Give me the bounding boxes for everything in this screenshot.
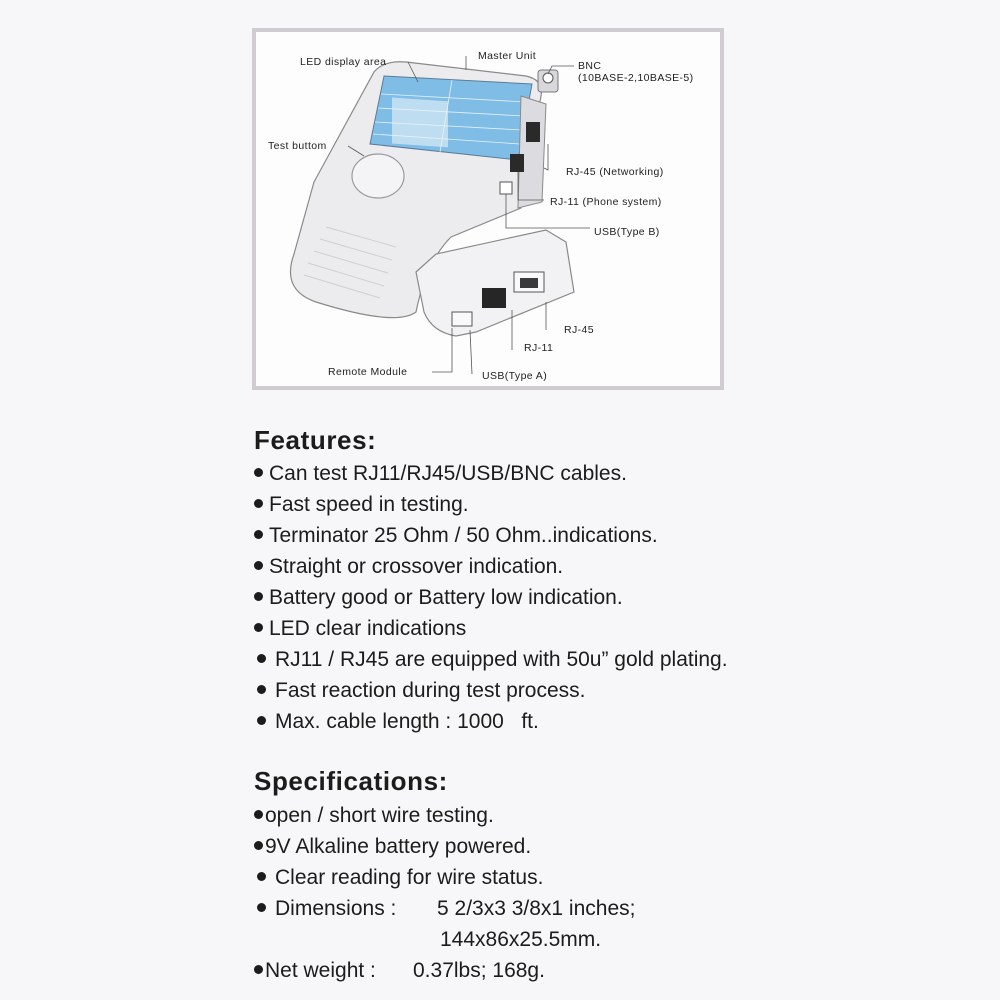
bullet-icon bbox=[254, 530, 263, 539]
bullet-icon bbox=[254, 841, 263, 850]
features-heading: Features: bbox=[254, 425, 377, 455]
bullet-icon bbox=[254, 499, 263, 508]
specifications-list bbox=[254, 800, 635, 986]
bullet-icon bbox=[257, 903, 266, 912]
spec-item: 9V Alkaline battery powered. bbox=[254, 831, 635, 862]
specifications-heading: Specifications: bbox=[254, 766, 448, 796]
feature-item: Straight or crossover indication. bbox=[254, 551, 728, 582]
bullet-icon bbox=[257, 685, 266, 694]
test-button-icon bbox=[352, 154, 404, 198]
spec-item-dimensions bbox=[254, 893, 635, 924]
callout-usb-type-b: USB(Type B) bbox=[594, 226, 660, 238]
callout-rj45-networking: RJ-45 (Networking) bbox=[566, 166, 664, 178]
feature-item: Battery good or Battery low indication. bbox=[254, 582, 728, 613]
feature-item: Terminator 25 Ohm / 50 Ohm..indications. bbox=[254, 520, 728, 551]
callout-bnc: BNC bbox=[578, 60, 602, 72]
callout-remote-module: Remote Module bbox=[328, 366, 408, 378]
spec-item-net-weight bbox=[254, 955, 635, 986]
callout-remote-rj11: RJ-11 bbox=[524, 342, 554, 354]
dimensions-value-metric: 144x86x25.5mm. bbox=[440, 928, 602, 951]
feature-item: RJ11 / RJ45 are equipped with 50u” gold plating. bbox=[254, 644, 728, 675]
spec-item: Clear reading for wire status. bbox=[254, 862, 635, 893]
bullet-icon bbox=[254, 592, 263, 601]
feature-item: LED clear indications bbox=[254, 613, 728, 644]
rj11-port-icon bbox=[510, 154, 524, 172]
features-list bbox=[254, 458, 728, 737]
callout-usb-type-a: USB(Type A) bbox=[482, 370, 548, 382]
spec-item-dimensions-metric bbox=[254, 924, 635, 955]
bullet-icon bbox=[254, 810, 263, 819]
dimensions-value: 5 2/3x3 3/8x1 inches; bbox=[437, 897, 636, 920]
callout-led-display-area: LED display area bbox=[300, 56, 387, 68]
usb-b-port-icon bbox=[500, 182, 512, 194]
bullet-icon bbox=[254, 468, 263, 477]
bullet-icon bbox=[257, 872, 266, 881]
feature-item: Fast reaction during test process. bbox=[254, 675, 728, 706]
callout-rj11-phone: RJ-11 (Phone system) bbox=[550, 196, 662, 208]
callout-test-button: Test buttom bbox=[268, 140, 327, 152]
rj45-port-icon bbox=[526, 122, 540, 142]
spec-item: open / short wire testing. bbox=[254, 800, 635, 831]
callout-bnc-types: (10BASE-2,10BASE-5) bbox=[578, 72, 694, 84]
dimensions-label: Dimensions : bbox=[275, 897, 397, 920]
net-weight-label: Net weight : bbox=[265, 959, 376, 982]
bullet-icon bbox=[254, 623, 263, 632]
remote-rj11-port-icon bbox=[482, 288, 506, 308]
bullet-icon bbox=[254, 965, 263, 974]
bullet-icon bbox=[257, 716, 266, 725]
callout-master-unit: Master Unit bbox=[478, 50, 537, 62]
bullet-icon bbox=[254, 561, 263, 570]
tester-diagram bbox=[252, 28, 724, 390]
callout-remote-rj45: RJ-45 bbox=[564, 324, 595, 336]
remote-usb-a-port-icon bbox=[452, 312, 472, 326]
cable-tester-illustration bbox=[256, 32, 720, 386]
net-weight-value: 0.37lbs; 168g. bbox=[413, 959, 545, 982]
feature-item: Fast speed in testing. bbox=[254, 489, 728, 520]
feature-item: Max. cable length : 1000 ft. bbox=[254, 706, 728, 737]
bullet-icon bbox=[257, 654, 266, 663]
feature-item: Can test RJ11/RJ45/USB/BNC cables. bbox=[254, 458, 728, 489]
